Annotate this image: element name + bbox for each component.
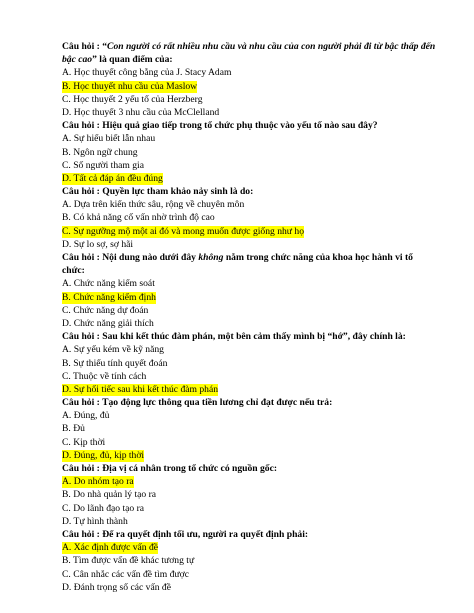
document-body bbox=[62, 40, 436, 594]
answer-text: A. Dựa trên kiến thức sâu, rộng về chuyên môn bbox=[62, 199, 245, 211]
question-text-part: Câu hỏi : Nội dung nào dưới đây bbox=[62, 252, 199, 263]
question-text-part: Câu hỏi : Tạo động lực thông qua tiền lương chỉ đạt được nếu trả: bbox=[62, 397, 333, 409]
question-text bbox=[62, 462, 432, 475]
answer-text: B. Có khả năng cố vấn nhờ trình độ cao bbox=[62, 212, 215, 224]
question-block bbox=[62, 40, 436, 119]
answer-option bbox=[62, 106, 432, 119]
answer-text: B. Do nhà quản lý tạo ra bbox=[62, 489, 157, 501]
answer-option-correct bbox=[62, 172, 432, 185]
question-text bbox=[62, 264, 432, 277]
question-block bbox=[62, 251, 432, 330]
answer-option bbox=[62, 198, 432, 211]
answer-text: C. Sự ngưỡng mộ một ai đó và mong muốn được giống như họ bbox=[62, 225, 305, 237]
question-text-italic: bậc cao bbox=[62, 54, 93, 66]
question-text-part: Câu hỏi : Sau khi kết thúc đàm phán, một bên cảm thấy mình bị “hớ”, đây chính là: bbox=[62, 331, 406, 343]
question-text-part: Câu hỏi : “ bbox=[62, 41, 108, 52]
question-text-part: Câu hỏi : Quyền lực tham khảo nảy sinh là do: bbox=[62, 186, 254, 198]
question-text-italic: Con người có rất nhiều nhu cầu và nhu cầu của con người phải đi từ bậc thấp đến bbox=[107, 41, 436, 52]
answer-option bbox=[62, 159, 432, 172]
question-text-part: nằm trong chức năng của khoa học hành vi tổ bbox=[223, 252, 413, 263]
answer-option bbox=[62, 502, 432, 515]
question-text-part: Câu hỏi : Để ra quyết định tối ưu, người ra quyết định phải: bbox=[62, 528, 309, 540]
answer-text: D. Sự hối tiếc sau khi kết thúc đàm phán bbox=[62, 383, 219, 395]
answer-text: A. Sự hiểu biết lẫn nhau bbox=[62, 133, 156, 145]
answer-text: B. Học thuyết nhu cầu của Maslow bbox=[62, 80, 198, 92]
question-text-part: Câu hỏi : Hiệu quả giao tiếp trong tổ chức phụ thuộc vào yếu tố nào sau đây? bbox=[62, 120, 378, 132]
answer-text: A. Xác định được vấn đề bbox=[62, 542, 159, 554]
answer-option bbox=[62, 304, 432, 317]
answer-text: C. Cân nhắc các vấn đề tìm được bbox=[62, 568, 189, 580]
question-text bbox=[62, 528, 432, 541]
answer-option bbox=[62, 357, 432, 370]
answer-text: D. Đúng, đủ, kịp thời bbox=[62, 449, 145, 461]
question-text bbox=[62, 53, 432, 66]
question-block bbox=[62, 528, 432, 594]
question-text bbox=[62, 40, 436, 53]
answer-option bbox=[62, 554, 432, 567]
answer-text: B. Chức năng kiểm định bbox=[62, 291, 156, 303]
answer-option bbox=[62, 277, 432, 290]
question-text bbox=[62, 185, 432, 198]
answer-option bbox=[62, 422, 432, 435]
answer-option bbox=[62, 211, 432, 224]
answer-text: D. Chức năng giải thích bbox=[62, 317, 154, 329]
answer-option bbox=[62, 370, 432, 383]
answer-option bbox=[62, 317, 432, 330]
answer-option-correct bbox=[62, 383, 432, 396]
answer-text: C. Học thuyết 2 yếu tố của Herzberg bbox=[62, 93, 203, 105]
question-text-italic: không bbox=[198, 252, 224, 263]
question-block bbox=[62, 396, 432, 462]
answer-text: B. Tìm được vấn đề khác tương tự bbox=[62, 555, 195, 567]
answer-text: D. Học thuyết 3 nhu cầu của McClelland bbox=[62, 106, 220, 118]
question-block bbox=[62, 330, 432, 396]
answer-option bbox=[62, 66, 432, 79]
answer-text: C. Kịp thời bbox=[62, 436, 106, 448]
question-text bbox=[62, 330, 432, 343]
question-block bbox=[62, 119, 432, 185]
answer-text: A. Do nhóm tạo ra bbox=[62, 476, 134, 488]
answer-option bbox=[62, 488, 432, 501]
question-text bbox=[62, 251, 432, 264]
answer-option-correct bbox=[62, 541, 432, 554]
answer-option-correct bbox=[62, 475, 432, 488]
answer-text: C. Số người tham gia bbox=[62, 159, 144, 171]
answer-option bbox=[62, 409, 432, 422]
answer-option bbox=[62, 146, 432, 159]
answer-text: A. Đúng, đủ bbox=[62, 410, 110, 422]
answer-option bbox=[62, 436, 432, 449]
answer-option-correct bbox=[62, 80, 432, 93]
answer-text: D. Đánh trọng số các vấn đề bbox=[62, 581, 171, 593]
question-block bbox=[62, 462, 432, 528]
question-text bbox=[62, 396, 432, 409]
answer-option-correct bbox=[62, 225, 432, 238]
answer-option bbox=[62, 238, 432, 251]
question-text bbox=[62, 119, 432, 132]
answer-text: A. Sự yếu kém về kỹ năng bbox=[62, 344, 164, 356]
answer-option bbox=[62, 343, 432, 356]
answer-text: D. Tất cả đáp án đều đúng bbox=[62, 172, 163, 184]
answer-text: D. Tự hình thành bbox=[62, 515, 128, 527]
answer-text: C. Chức năng dự đoán bbox=[62, 304, 149, 316]
answer-option bbox=[62, 515, 432, 528]
answer-text: B. Đủ bbox=[62, 423, 85, 435]
answer-option bbox=[62, 568, 432, 581]
answer-text: A. Chức năng kiểm soát bbox=[62, 278, 155, 290]
answer-text: C. Do lãnh đạo tạo ra bbox=[62, 502, 145, 514]
answer-text: A. Học thuyết công bằng của J. Stacy Adam bbox=[62, 67, 232, 79]
answer-text: D. Sự lo sợ, sợ hãi bbox=[62, 238, 134, 250]
answer-text: B. Ngôn ngữ chung bbox=[62, 146, 138, 158]
answer-option-correct bbox=[62, 291, 432, 304]
answer-text: B. Sự thiếu tính quyết đoán bbox=[62, 357, 168, 369]
question-block bbox=[62, 185, 432, 251]
answer-option-correct bbox=[62, 449, 432, 462]
question-text-part: ” là quan điểm của: bbox=[92, 54, 173, 66]
answer-text: C. Thuộc về tính cách bbox=[62, 370, 147, 382]
answer-option bbox=[62, 132, 432, 145]
question-text-part: chức: bbox=[62, 265, 85, 277]
answer-option bbox=[62, 93, 432, 106]
answer-option bbox=[62, 581, 432, 594]
question-text-part: Câu hỏi : Địa vị cá nhân trong tổ chức có nguồn gốc: bbox=[62, 463, 278, 474]
